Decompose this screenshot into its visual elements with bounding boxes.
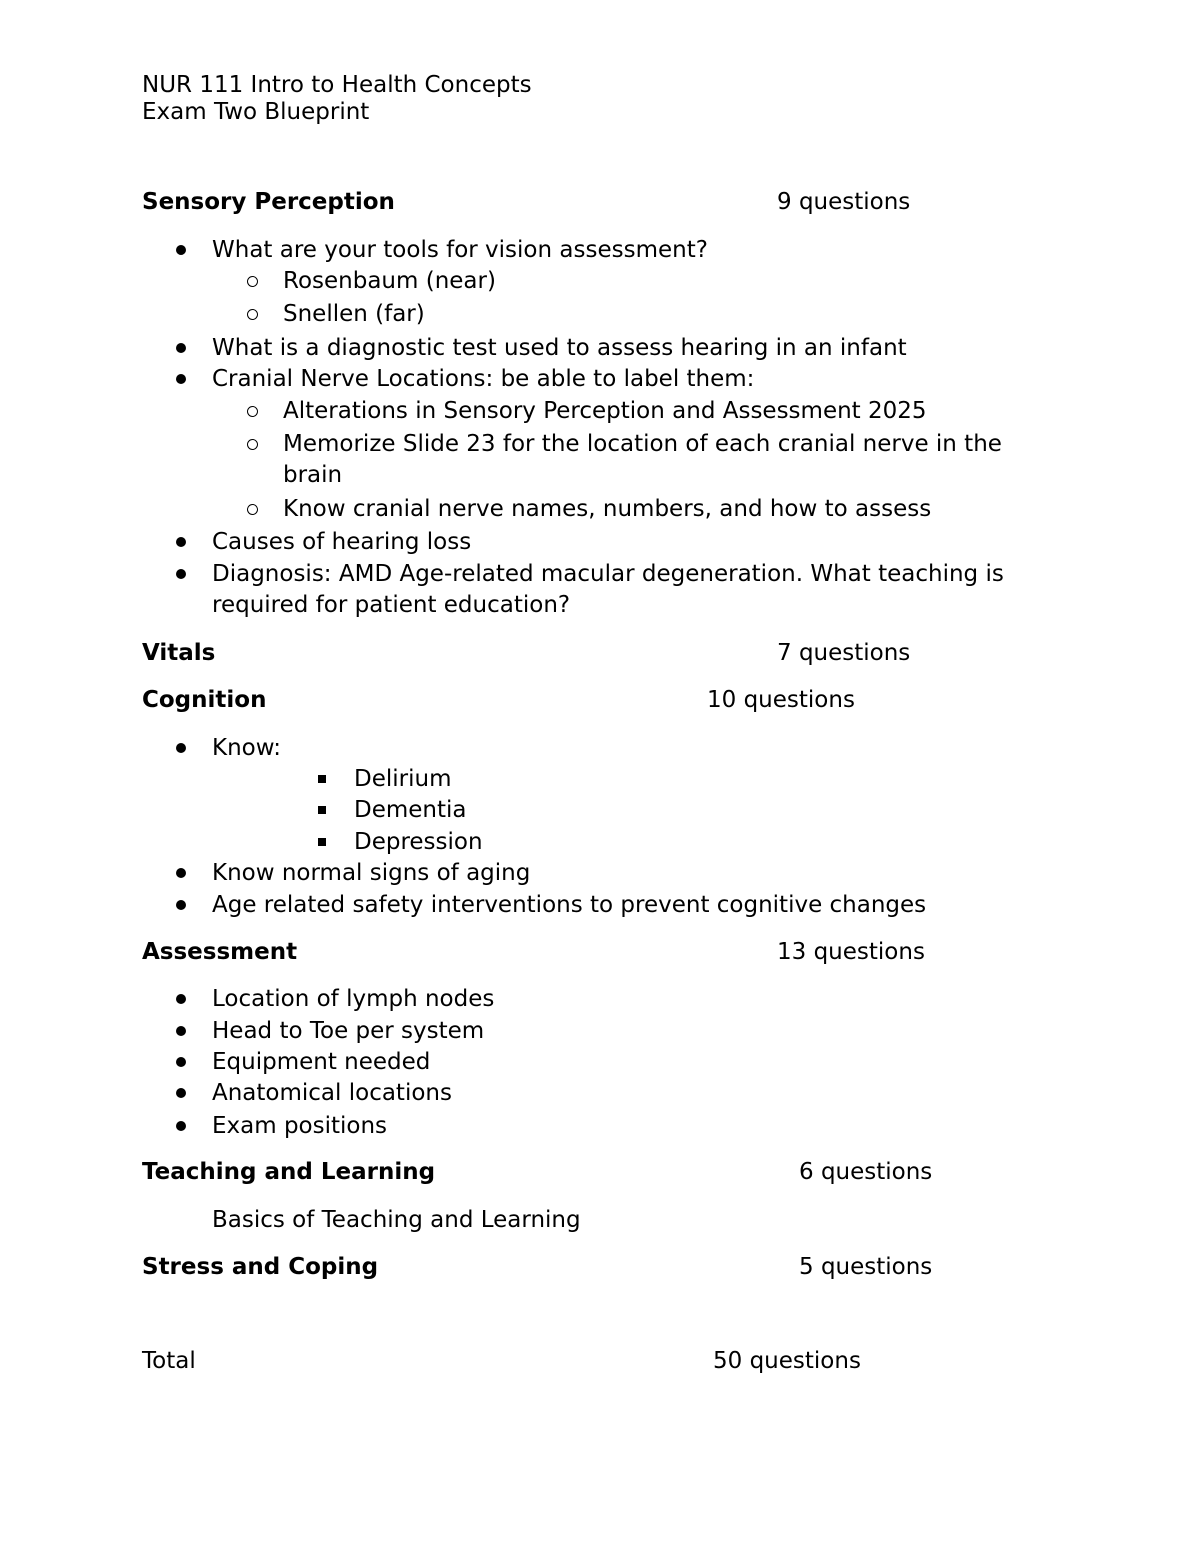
bullet-icon xyxy=(176,868,186,878)
list-item: Delirium xyxy=(354,766,452,792)
list-item: Causes of hearing loss xyxy=(212,529,472,555)
bullet-icon xyxy=(176,1121,186,1131)
list-item: What is a diagnostic test used to assess hearing in an infant xyxy=(212,335,907,361)
list-item: Dementia xyxy=(354,797,467,823)
bullet-icon xyxy=(176,743,186,753)
question-count-teaching: 6 questions xyxy=(799,1159,933,1185)
list-item: Know cranial nerve names, numbers, and how to assess xyxy=(283,496,932,522)
list-item: Head to Toe per system xyxy=(212,1018,485,1044)
square-bullet-icon xyxy=(318,806,326,814)
document-title: Exam Two Blueprint xyxy=(142,99,370,125)
list-item: Depression xyxy=(354,829,483,855)
list-item: Know: xyxy=(212,735,282,761)
list-item: Anatomical locations xyxy=(212,1080,452,1106)
list-item: What are your tools for vision assessment? xyxy=(212,237,708,263)
bullet-icon xyxy=(176,900,186,910)
bullet-icon xyxy=(176,1026,186,1036)
question-count-stress: 5 questions xyxy=(799,1254,933,1280)
hollow-bullet-icon xyxy=(247,406,258,417)
hollow-bullet-icon xyxy=(247,439,258,450)
question-count-cognition: 10 questions xyxy=(707,687,855,713)
hollow-bullet-icon xyxy=(247,309,258,320)
list-item: Exam positions xyxy=(212,1113,388,1139)
hollow-bullet-icon xyxy=(247,276,258,287)
square-bullet-icon xyxy=(318,838,326,846)
section-heading-sensory: Sensory Perception xyxy=(142,189,395,215)
teaching-body-text: Basics of Teaching and Learning xyxy=(212,1207,581,1233)
question-count-sensory: 9 questions xyxy=(777,189,911,215)
bullet-icon xyxy=(176,245,186,255)
list-item: Snellen (far) xyxy=(283,301,425,327)
total-count: 50 questions xyxy=(713,1348,861,1374)
bullet-icon xyxy=(176,569,186,579)
question-count-vitals: 7 questions xyxy=(777,640,911,666)
bullet-icon xyxy=(176,1057,186,1067)
list-item: Memorize Slide 23 for the location of each cranial nerve in the brain xyxy=(283,431,1002,488)
list-item: Equipment needed xyxy=(212,1049,431,1075)
section-heading-vitals: Vitals xyxy=(142,640,216,666)
bullet-icon xyxy=(176,374,186,384)
list-item: Cranial Nerve Locations: be able to label them: xyxy=(212,366,755,392)
square-bullet-icon xyxy=(318,775,326,783)
list-item: Diagnosis: AMD Age-related macular degeneration. What teaching is required for patient education? xyxy=(212,561,1004,618)
total-label: Total xyxy=(142,1348,196,1374)
section-heading-cognition: Cognition xyxy=(142,687,267,713)
bullet-icon xyxy=(176,994,186,1004)
question-count-assessment: 13 questions xyxy=(777,939,925,965)
list-item: Age related safety interventions to prevent cognitive changes xyxy=(212,892,927,918)
list-item: Rosenbaum (near) xyxy=(283,268,496,294)
section-heading-assessment: Assessment xyxy=(142,939,298,965)
section-heading-stress: Stress and Coping xyxy=(142,1254,379,1280)
bullet-icon xyxy=(176,343,186,353)
section-heading-teaching: Teaching and Learning xyxy=(142,1159,436,1185)
list-item: Alterations in Sensory Perception and Assessment 2025 xyxy=(283,398,927,424)
bullet-icon xyxy=(176,537,186,547)
list-item: Know normal signs of aging xyxy=(212,860,531,886)
course-title: NUR 111 Intro to Health Concepts xyxy=(142,72,532,98)
list-item: Location of lymph nodes xyxy=(212,986,495,1012)
bullet-icon xyxy=(176,1088,186,1098)
hollow-bullet-icon xyxy=(247,504,258,515)
